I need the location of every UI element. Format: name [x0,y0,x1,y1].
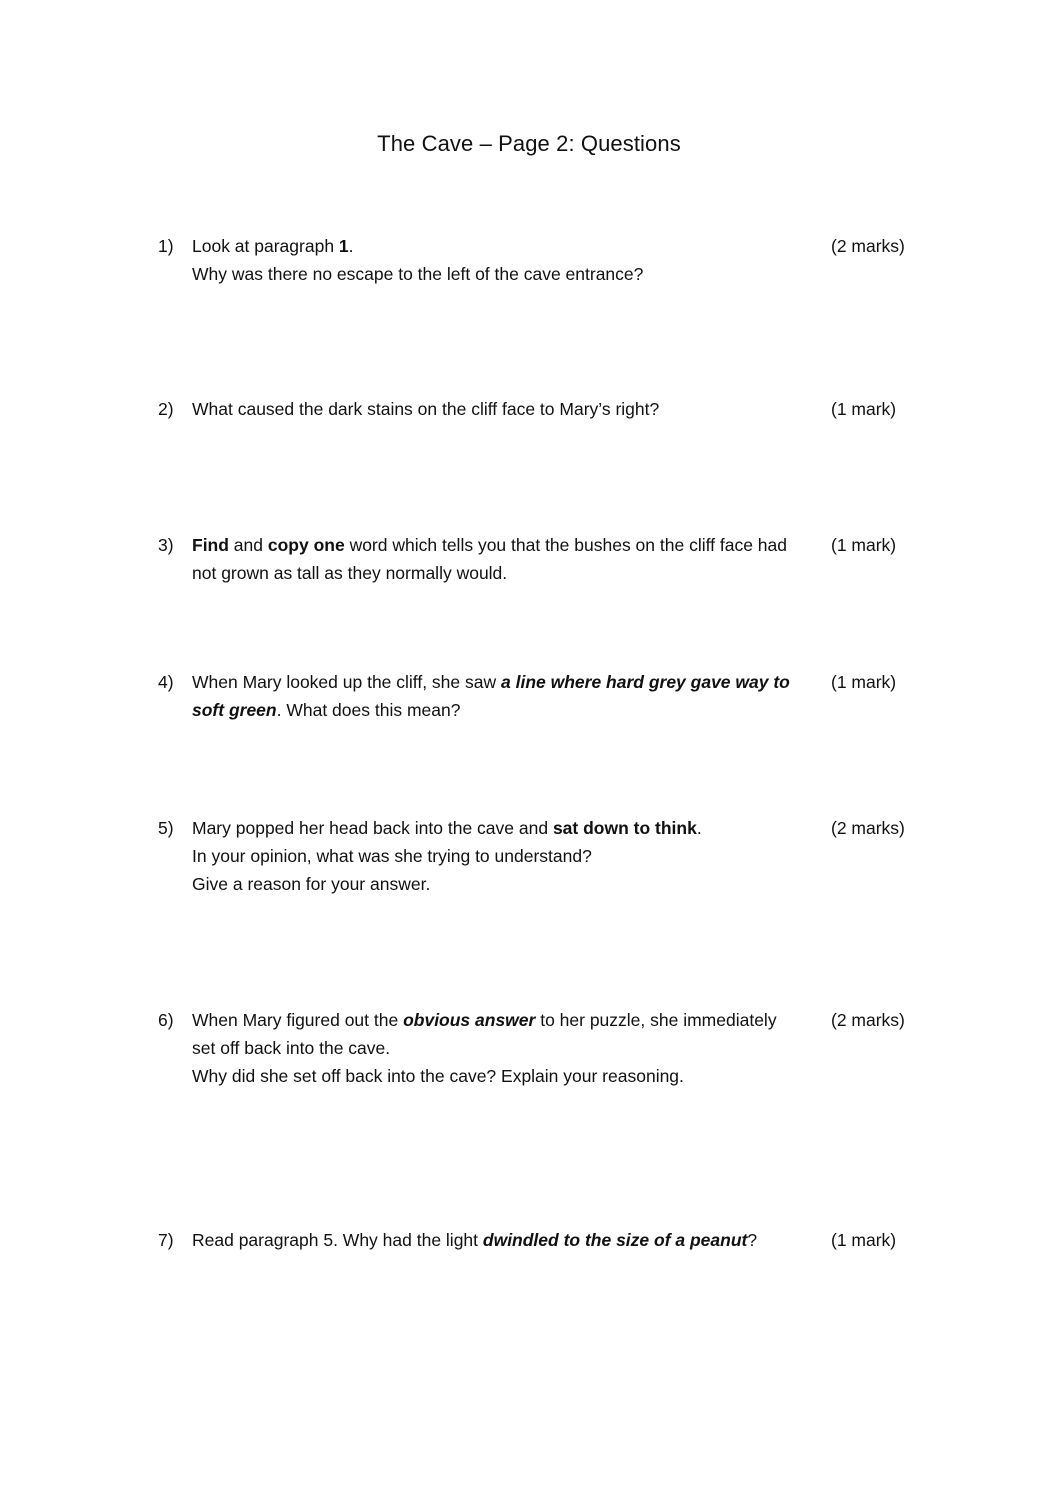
question-line: Give a reason for your answer. [192,874,431,894]
marks-label: (2 marks) [831,818,905,838]
question-line: Why was there no escape to the left of the cave entrance? [192,264,644,284]
question-line: What caused the dark stains on the cliff face to Mary’s right? [192,399,660,419]
question-number: 4) [158,672,174,692]
question-text [192,668,812,724]
question-text [192,531,812,587]
question-text [192,814,812,898]
page-title: The Cave – Page 2: Questions [377,131,681,156]
marks-label: (1 mark) [831,672,897,692]
marks-label: (1 mark) [831,399,897,419]
question-line: Why did she set off back into the cave? Explain your reasoning. [192,1066,684,1086]
question-number: 2) [158,399,174,419]
question-text [192,395,812,423]
marks-label: (1 mark) [831,1230,897,1250]
marks-label: (1 mark) [831,535,897,555]
question-line: Look at paragraph 1. [192,236,354,256]
question-line: When Mary looked up the cliff, she saw a line where hard grey gave way to [192,672,790,692]
marks-label: (2 marks) [831,1010,905,1030]
question-number: 6) [158,1010,174,1030]
question-text [192,232,812,288]
question-line: set off back into the cave. [192,1038,391,1058]
question-number: 3) [158,535,174,555]
question-line: Mary popped her head back into the cave and sat down to think. [192,818,702,838]
question-line: In your opinion, what was she trying to understand? [192,846,592,866]
question-number: 5) [158,818,174,838]
question-text [192,1006,812,1090]
question-number: 1) [158,236,174,256]
question-text [192,1226,812,1254]
question-number: 7) [158,1230,174,1250]
question-line: Read paragraph 5. Why had the light dwindled to the size of a peanut? [192,1230,758,1250]
question-line: not grown as tall as they normally would. [192,563,508,583]
question-line: When Mary figured out the obvious answer to her puzzle, she immediately [192,1010,777,1030]
question-line: soft green. What does this mean? [192,700,461,720]
marks-label: (2 marks) [831,236,905,256]
question-line: Find and copy one word which tells you that the bushes on the cliff face had [192,535,788,555]
